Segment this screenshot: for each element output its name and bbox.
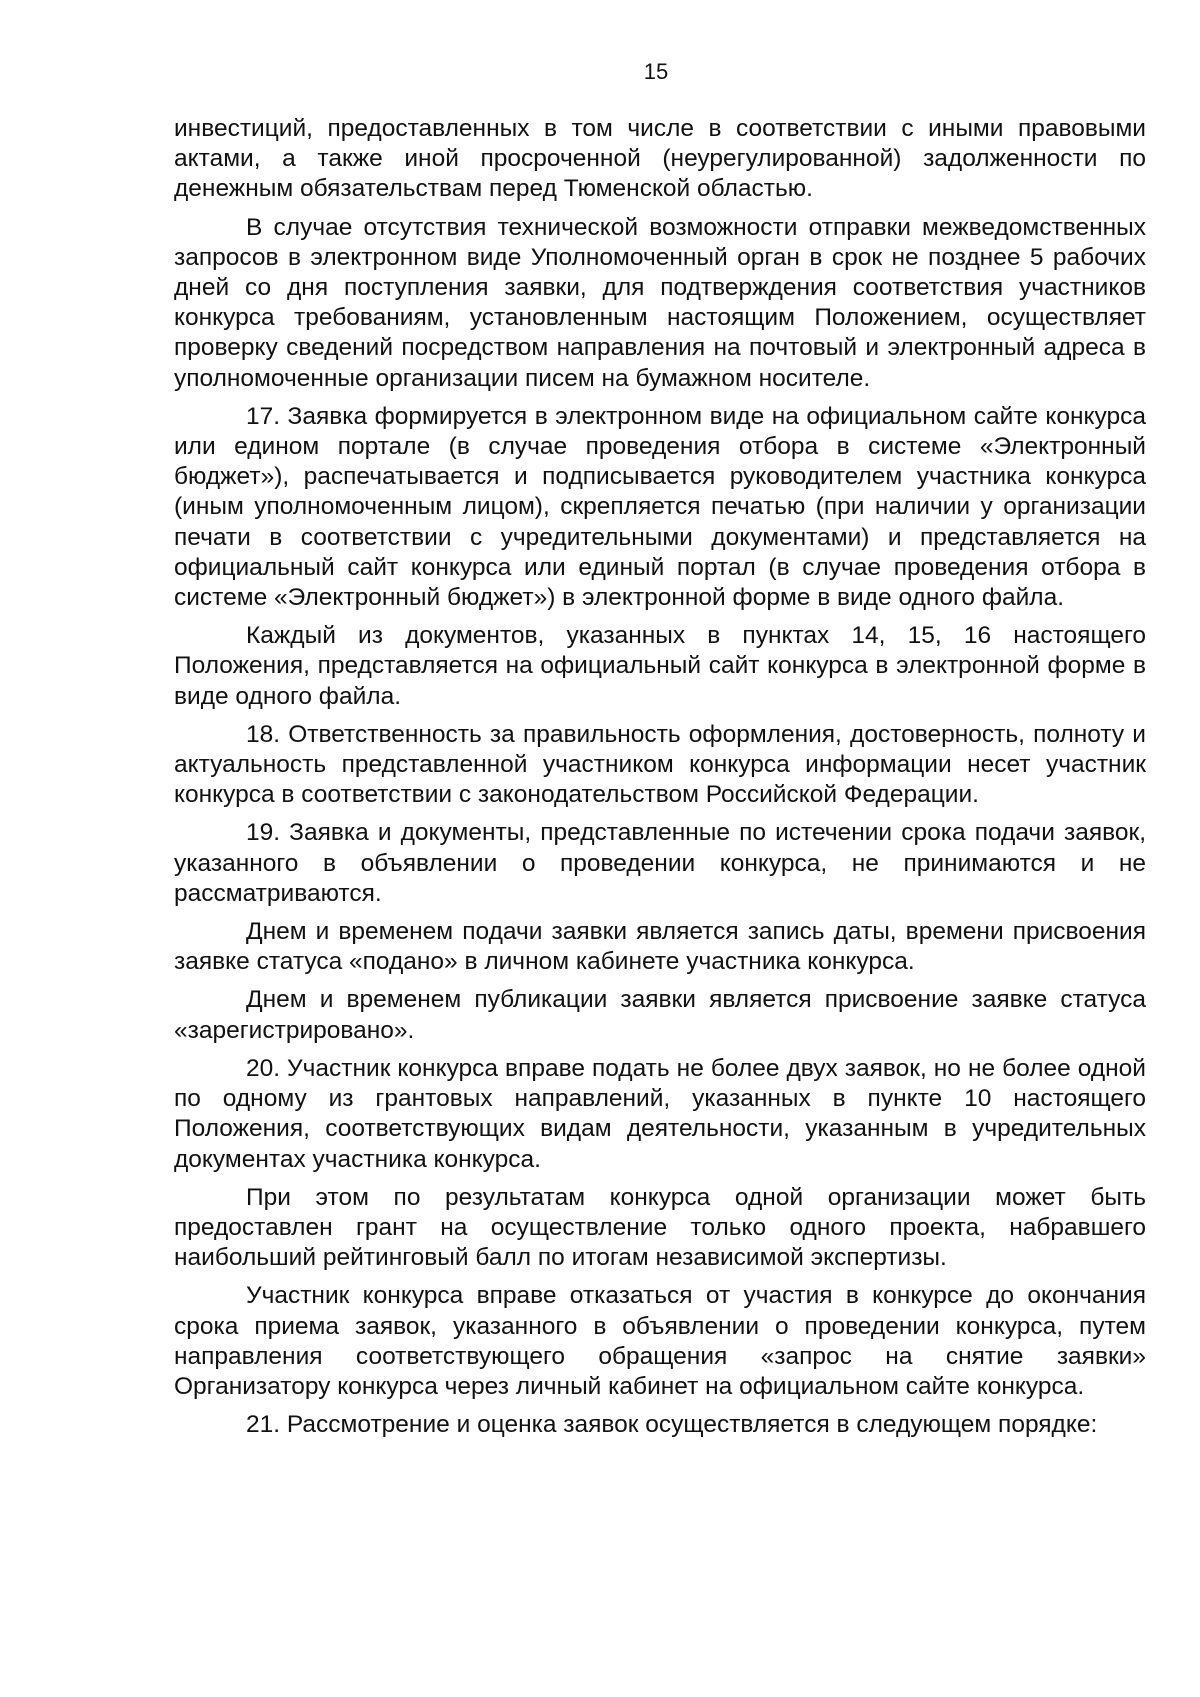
paragraph-publication-date: Днем и временем публикации заявки является присвоение заявке статуса «зарегистрировано».	[174, 986, 1146, 1044]
paragraph-interagency-requests: В случае отсутствия технической возможности отправки межведомственных запросов в электронном виде Уполномоченный орган в срок не позднее 5 рабочих дней со дня поступления заявки, для подтверждения соответствия участников конкурса требованиям, установленным настоящим Положением, осуществляет проверку сведений посредством направления на почтовый и электронный адреса в уполномоченные организации писем на бумажном носителе.	[174, 213, 1146, 392]
page-number: 15	[643, 59, 669, 84]
paragraph-documents-format: Каждый из документов, указанных в пунктах 14, 15, 16 настоящего Положения, представляется на официальный сайт конкурса в электронной форме в виде одного файла.	[174, 622, 1146, 710]
paragraph-item-20: 20. Участник конкурса вправе подать не более двух заявок, но не более одной по одному из грантовых направлений, указанных в пункте 10 настоящего Положения, соответствующих видам деятельности, указанным в учредительных документах участника конкурса.	[174, 1054, 1146, 1173]
paragraph-item-19: 19. Заявка и документы, представленные по истечении срока подачи заявок, указанного в объявлении о проведении конкурса, не принимаются и не рассматриваются.	[174, 819, 1146, 907]
paragraph-single-grant: При этом по результатам конкурса одной организации может быть предоставлен грант на осуществление только одного проекта, набравшего наибольший рейтинговый балл по итогам независимой экспертизы.	[174, 1183, 1146, 1272]
paragraph-submission-date: Днем и временем подачи заявки является запись даты, времени присвоения заявке статуса «подано» в личном кабинете участника конкурса.	[174, 918, 1146, 976]
paragraph-withdrawal: Участник конкурса вправе отказаться от участия в конкурсе до окончания срока приема заявок, указанного в объявлении о проведении конкурса, путем направления соответствующего обращения «запрос на снятие заявки» Организатору конкурса через личный кабинет на официальном сайте конкурса.	[174, 1282, 1146, 1400]
paragraph-item-18: 18. Ответственность за правильность оформления, достоверность, полноту и актуальность представленной участником конкурса информации несет участник конкурса в соответствии с законодательством Российской Федерации.	[174, 720, 1146, 809]
paragraph-item-21: 21. Рассмотрение и оценка заявок осуществляется в следующем порядке:	[246, 1411, 1098, 1439]
document-body	[174, 114, 1146, 1448]
paragraph-continuation: инвестиций, предоставленных в том числе в соответствии с иными правовыми актами, а также иной просроченной (неурегулированной) задолженности по денежным обязательствам перед Тюменской областью.	[174, 115, 1146, 203]
paragraph-item-17: 17. Заявка формируется в электронном виде на официальном сайте конкурса или едином портале (в случае проведения отбора в системе «Электронный бюджет»), распечатывается и подписывается руководителем участника конкурса (иным уполномоченным лицом), скрепляется печатью (при наличии у организации печати в соответствии с учредительными документами) и представляется на официальный сайт конкурса или единый портал (в случае проведения отбора в системе «Электронный бюджет») в электронной форме в виде одного файла.	[174, 402, 1146, 612]
